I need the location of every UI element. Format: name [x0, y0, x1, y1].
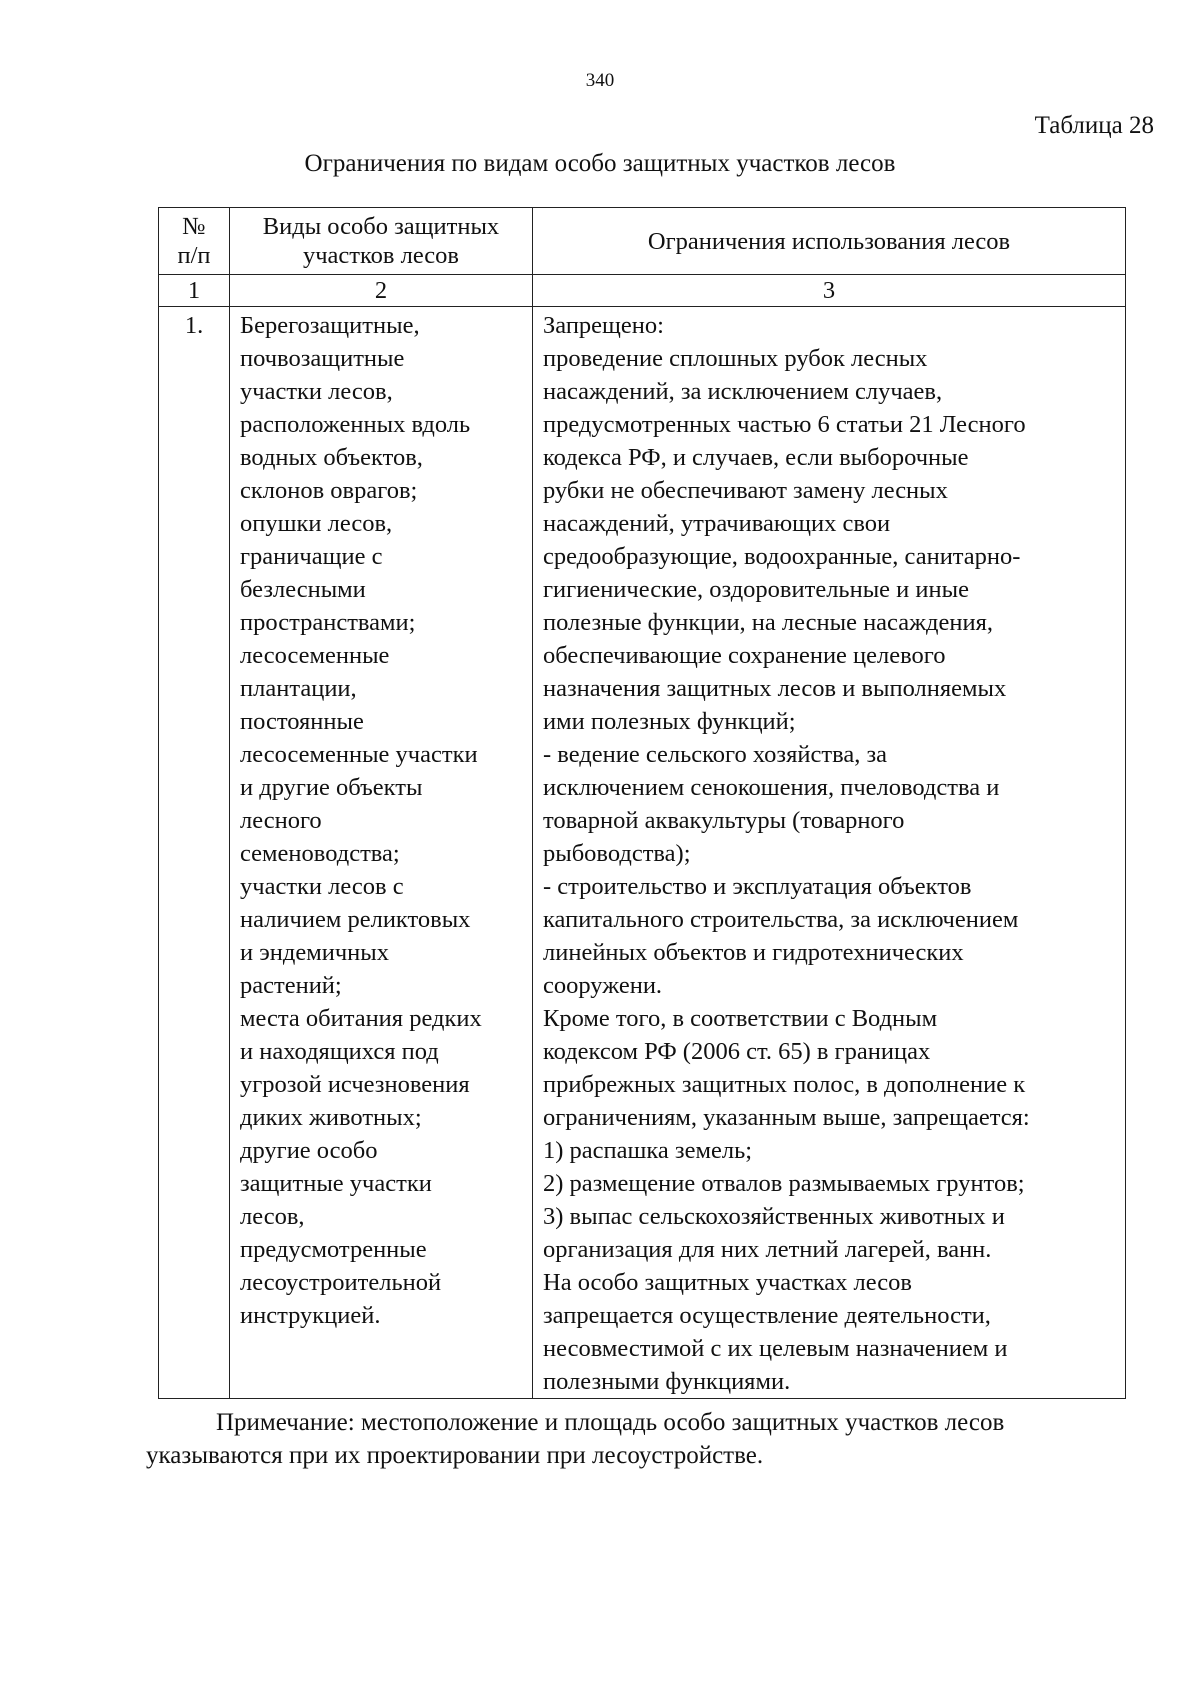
restriction-line: назначения защитных лесов и выполняемых	[543, 675, 1007, 702]
restriction-line: рыбоводства);	[543, 840, 691, 867]
table-row	[159, 307, 1126, 1399]
restriction-line: организация для них летний лагерей, ванн.	[543, 1236, 992, 1263]
forest-area-type-line: водных объектов,	[240, 444, 423, 471]
forest-area-type-line: инструкцией.	[240, 1302, 381, 1329]
restriction-line: гигиенические, оздоровительные и иные	[543, 576, 969, 603]
header-line: №	[182, 212, 206, 240]
forest-area-type-line: и находящихся под	[240, 1038, 439, 1065]
forest-area-type-line: лесоустроительной	[240, 1269, 442, 1296]
header-col-types	[230, 208, 533, 275]
restriction-line: запрещается осуществление деятельности,	[543, 1302, 991, 1329]
header-col-number	[159, 208, 230, 275]
forest-area-type-line: семеноводства;	[240, 840, 400, 867]
header-line: участков лесов	[302, 242, 460, 269]
forest-area-type-line: предусмотренные	[240, 1236, 427, 1263]
column-number: 2	[230, 275, 533, 307]
forest-area-type-line: участки лесов,	[240, 378, 393, 405]
restriction-line: насаждений, утрачивающих свои	[543, 510, 891, 537]
forest-area-type-line: наличием реликтовых	[240, 906, 471, 933]
restriction-line: 3) выпас сельскохозяйственных животных и	[543, 1203, 1005, 1230]
forest-area-type-line: лесосеменные	[240, 642, 390, 669]
forest-area-type-line: безлесными	[240, 576, 366, 603]
forest-area-type-line: и другие объекты	[240, 774, 423, 801]
restriction-line: средообразующие, водоохранные, санитарно-	[543, 543, 1021, 570]
forest-area-type-line: почвозащитные	[240, 345, 405, 372]
column-numbers-row	[159, 275, 1126, 307]
header-line: Виды особо защитных	[262, 213, 500, 240]
restriction-line: Кроме того, в соответствии с Водным	[543, 1005, 938, 1032]
forest-area-type-line: диких животных;	[240, 1104, 422, 1131]
restriction-line: кодексом РФ (2006 ст. 65) в границах	[543, 1038, 931, 1065]
row-number: 1.	[159, 307, 230, 1399]
forest-area-type-line: лесосеменные участки	[240, 741, 478, 768]
restriction-line: товарной аквакультуры (товарного	[543, 807, 905, 834]
restrictions-table	[158, 207, 1126, 1399]
forest-area-type-line: граничащие с	[240, 543, 383, 570]
page-number: 340	[585, 70, 615, 91]
forest-area-type-line: и эндемичных	[240, 939, 389, 966]
forest-area-type-line: растений;	[240, 972, 342, 999]
column-number: 1	[159, 275, 230, 307]
forest-area-type-line: места обитания редких	[240, 1005, 482, 1032]
table-label: Таблица 28	[1034, 112, 1154, 139]
table-title: Ограничения по видам особо защитных участков лесов	[304, 150, 896, 177]
restriction-line: насаждений, за исключением случаев,	[543, 378, 943, 405]
restriction-line: ими полезных функций;	[543, 708, 796, 735]
forest-area-type-line: плантации,	[240, 675, 357, 702]
restriction-line: сооружени.	[543, 972, 663, 999]
restriction-line: прибрежных защитных полос, в дополнение к	[543, 1071, 1026, 1098]
restriction-line: 2) размещение отвалов размываемых грунтов;	[543, 1170, 1025, 1197]
restrictions-cell	[533, 307, 1126, 1399]
restriction-line: ограничениям, указанным выше, запрещается:	[543, 1104, 1030, 1131]
restriction-line: обеспечивающие сохранение целевого	[543, 642, 946, 669]
table-header-row	[159, 208, 1126, 275]
forest-area-type-line: расположенных вдоль	[240, 411, 471, 438]
note	[146, 1406, 1146, 1472]
forest-area-type-line: другие особо	[240, 1137, 378, 1164]
restriction-line: полезными функциями.	[543, 1368, 791, 1395]
restriction-line: предусмотренных частью 6 статьи 21 Лесного	[543, 411, 1026, 438]
restriction-line: исключением сенокошения, пчеловодства и	[543, 774, 1000, 801]
forest-area-types-cell	[230, 307, 533, 1399]
forest-area-type-line: Берегозащитные,	[240, 312, 420, 339]
restriction-line: Запрещено:	[543, 312, 664, 339]
restriction-line: - строительство и эксплуатация объектов	[543, 873, 972, 900]
note-line: указываются при их проектировании при лесоустройстве.	[146, 1442, 764, 1469]
restriction-line: рубки не обеспечивают замену лесных	[543, 477, 948, 504]
header-line: п/п	[177, 241, 211, 269]
restriction-line: кодекса РФ, и случаев, если выборочные	[543, 444, 969, 471]
forest-area-type-line: склонов оврагов;	[240, 477, 418, 504]
restriction-line: 1) распашка земель;	[543, 1137, 753, 1164]
forest-area-type-line: защитные участки	[240, 1170, 432, 1197]
restriction-line: несовместимой с их целевым назначением и	[543, 1335, 1008, 1362]
restriction-line: проведение сплошных рубок лесных	[543, 345, 928, 372]
forest-area-type-line: пространствами;	[240, 609, 416, 636]
restriction-line: капитального строительства, за исключением	[543, 906, 1019, 933]
restriction-line: На особо защитных участках лесов	[543, 1269, 912, 1296]
forest-area-type-line: лесного	[240, 807, 322, 834]
forest-area-type-line: лесов,	[240, 1203, 305, 1230]
restriction-line: линейных объектов и гидротехнических	[543, 939, 964, 966]
note-line: Примечание: местоположение и площадь особо защитных участков лесов	[216, 1409, 1005, 1436]
forest-area-type-line: угрозой исчезновения	[240, 1071, 470, 1098]
column-number: 3	[533, 275, 1126, 307]
forest-area-type-line: постоянные	[240, 708, 364, 735]
header-col-restrictions: Ограничения использования лесов	[533, 208, 1126, 275]
restriction-line: - ведение сельского хозяйства, за	[543, 741, 887, 768]
restriction-line: полезные функции, на лесные насаждения,	[543, 609, 993, 636]
forest-area-type-line: участки лесов с	[240, 873, 404, 900]
forest-area-type-line: опушки лесов,	[240, 510, 393, 537]
